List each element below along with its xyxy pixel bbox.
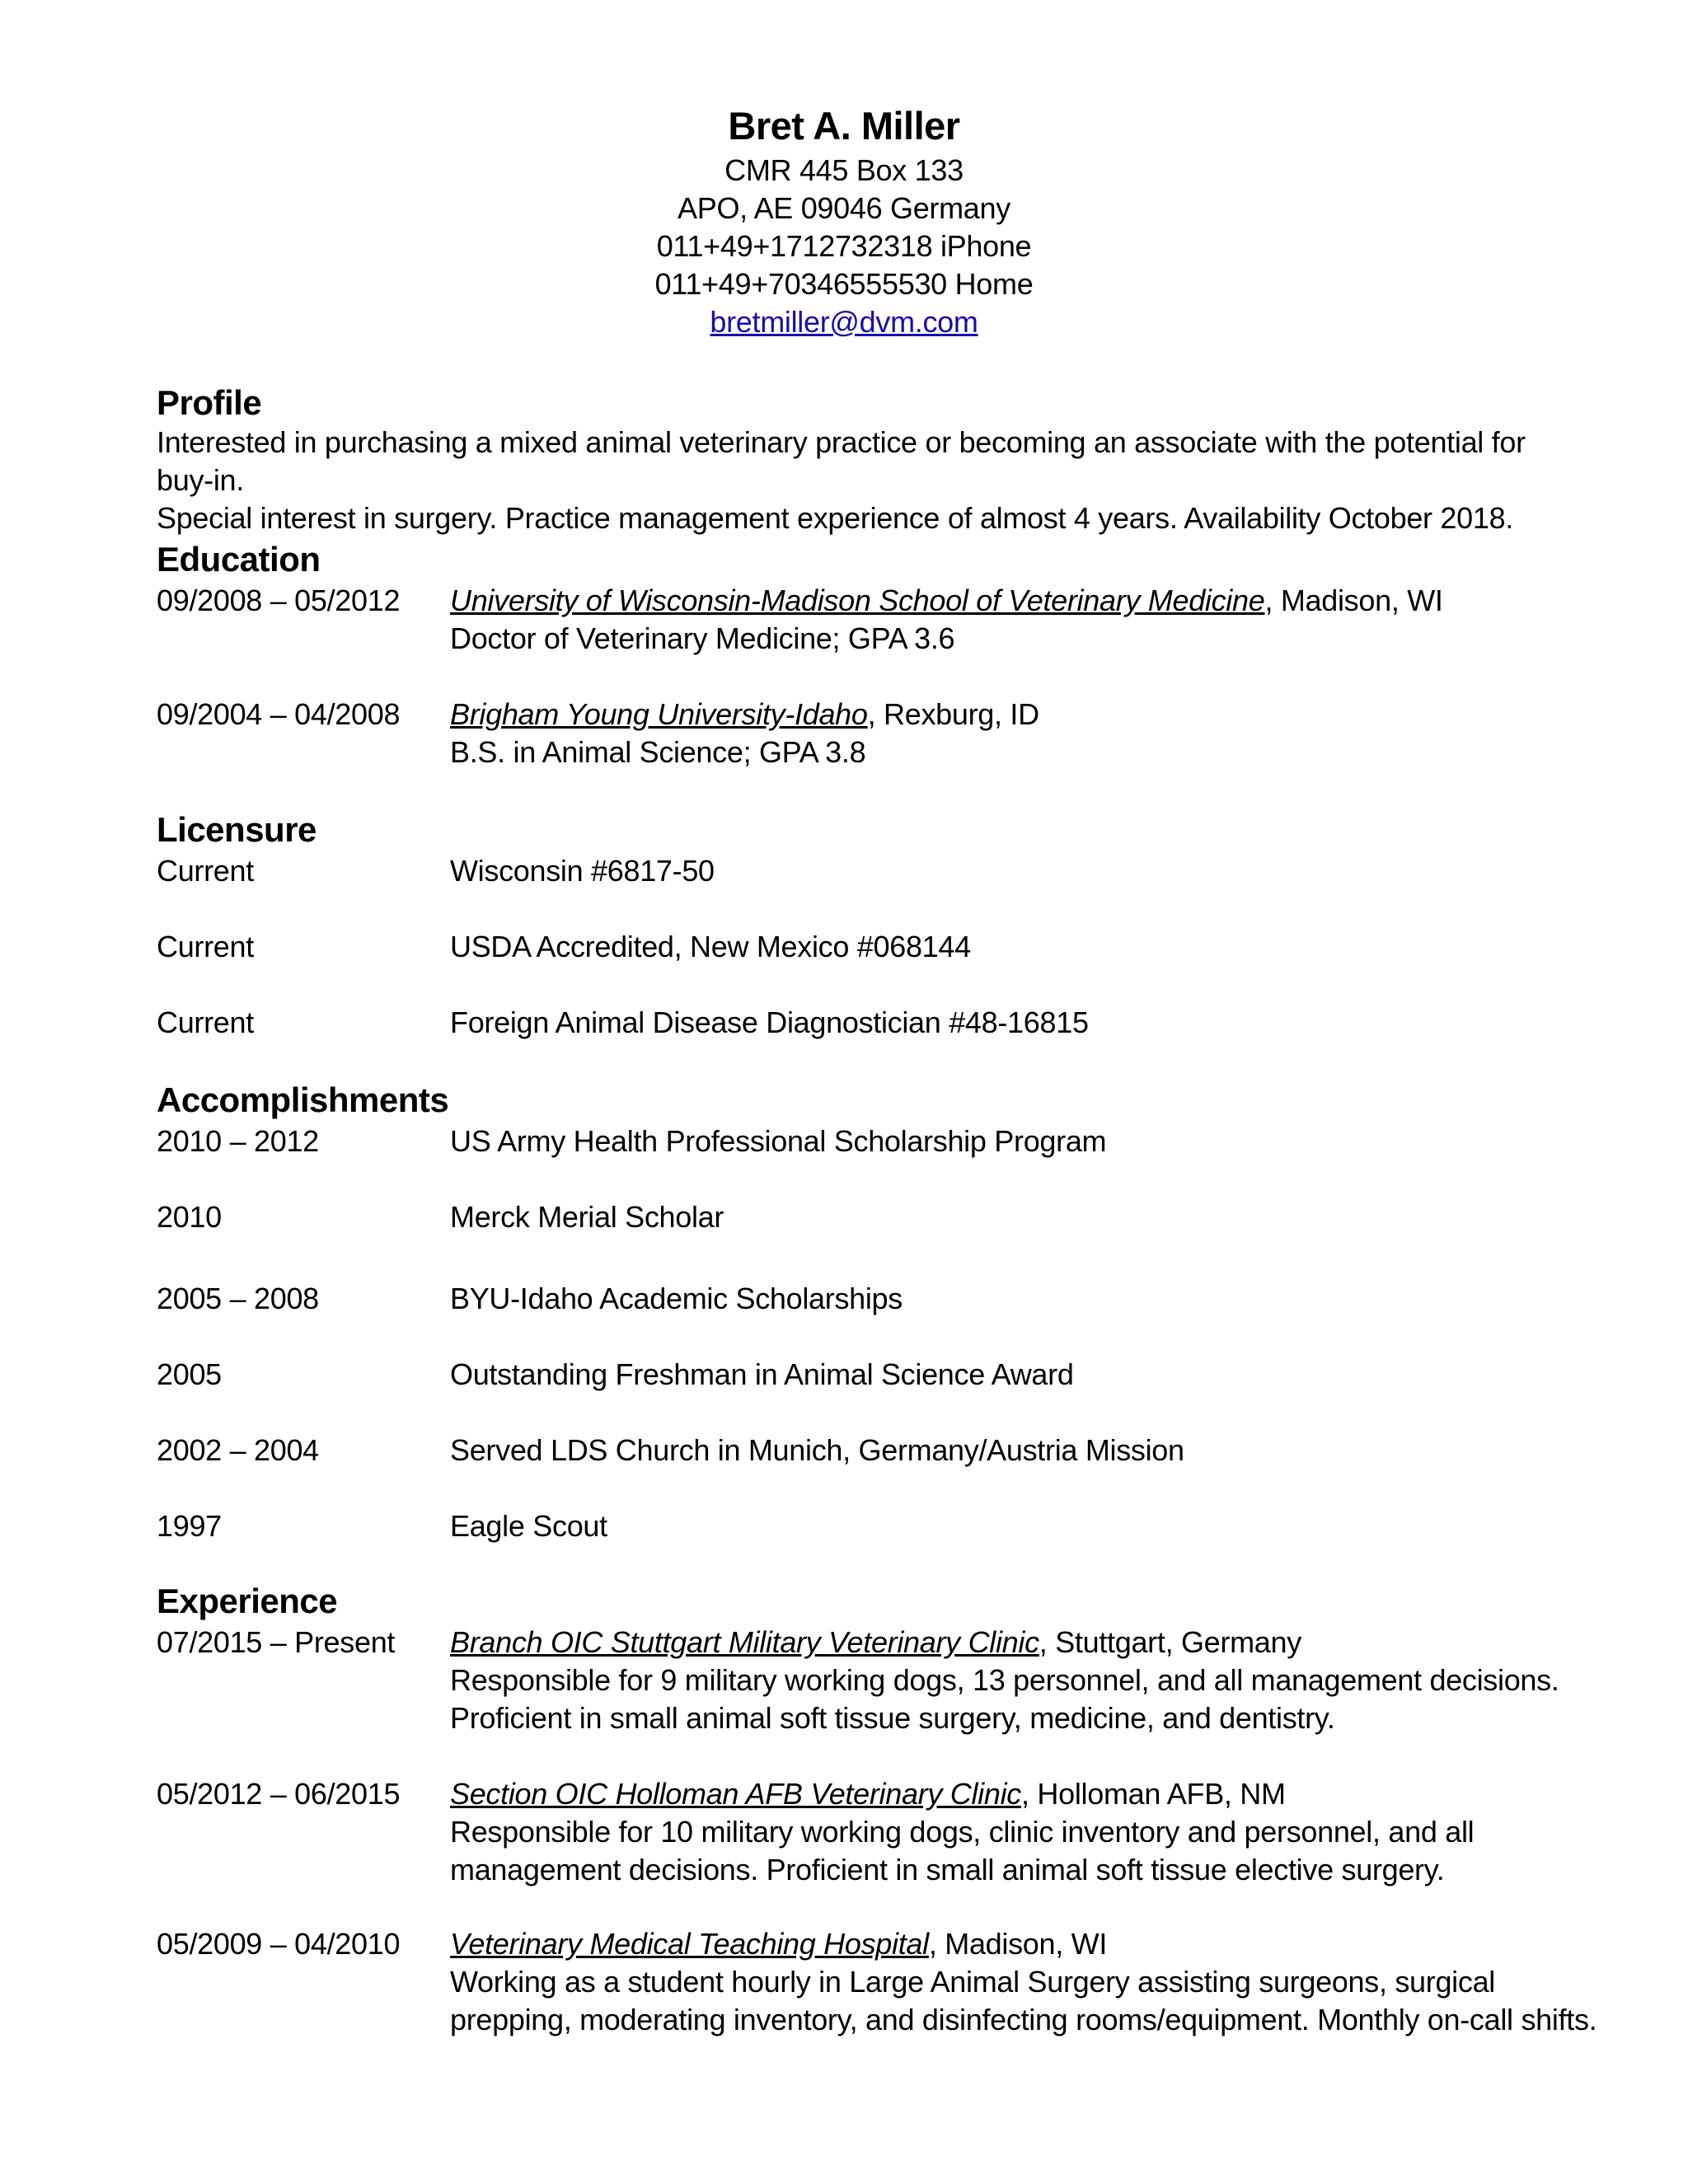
institution-link[interactable]: Brigham Young University-Idaho	[450, 697, 868, 731]
entry-date: 2005	[157, 1357, 222, 1391]
entry-text: Outstanding Freshman in Animal Science Award	[450, 1357, 1074, 1391]
entry-location: , Rexburg, ID	[867, 697, 1039, 731]
address-line-1: CMR 445 Box 133	[724, 153, 964, 187]
entry-text: Served LDS Church in Munich, Germany/Austria Mission	[450, 1433, 1184, 1467]
entry-date: 07/2015 – Present	[157, 1625, 396, 1659]
entry-detail: Doctor of Veterinary Medicine; GPA 3.6	[450, 621, 955, 655]
profile-line-2: Special interest in surgery. Practice management experience of almost 4 years. Availability October 2018.	[157, 501, 1514, 535]
profile-section	[157, 382, 1558, 537]
entry-date: Current	[157, 854, 254, 888]
education-section	[157, 539, 1558, 769]
section-title-licensure: Licensure	[157, 810, 316, 849]
entry-date: Current	[157, 1005, 254, 1039]
entry-date: 09/2004 – 04/2008	[157, 697, 401, 731]
mobile-phone: 011+49+1712732318 iPhone	[656, 229, 1032, 263]
entry-text: Wisconsin #6817-50	[450, 854, 715, 888]
institution-link[interactable]: University of Wisconsin-Madison School of Veterinary Medicine	[450, 583, 1265, 617]
entry-detail-line-1: Responsible for 10 military working dogs, clinic inventory and personnel, and all	[450, 1815, 1475, 1849]
institution-link[interactable]: Section OIC Holloman AFB Veterinary Clinic	[450, 1777, 1021, 1811]
entry-text: Foreign Animal Disease Diagnostician #48-16815	[450, 1005, 1089, 1039]
entry-date: 2002 – 2004	[157, 1433, 319, 1467]
accomplishments-section	[157, 1080, 1558, 1543]
home-phone: 011+49+70346555530 Home	[654, 267, 1034, 301]
entry-date: 2005 – 2008	[157, 1282, 319, 1315]
entry-date: 1997	[157, 1509, 222, 1543]
entry-location: , Madison, WI	[1264, 583, 1443, 617]
institution-link[interactable]: Veterinary Medical Teaching Hospital	[450, 1927, 929, 1961]
contact-header	[0, 101, 1688, 341]
entry-text: BYU-Idaho Academic Scholarships	[450, 1282, 903, 1315]
entry-text: Merck Merial Scholar	[450, 1200, 724, 1234]
entry-date: 05/2012 – 06/2015	[157, 1777, 401, 1811]
entry-detail-line-1: Working as a student hourly in Large Animal Surgery assisting surgeons, surgical	[450, 1965, 1495, 1999]
profile-line-1: Interested in purchasing a mixed animal veterinary practice or becoming an associate with the potential for buy-in.	[157, 425, 1526, 497]
applicant-name: Bret A. Miller	[728, 104, 960, 148]
entry-detail-line-2: management decisions. Proficient in small animal soft tissue elective surgery.	[450, 1853, 1445, 1886]
entry-text: Eagle Scout	[450, 1509, 607, 1543]
entry-location: , Madison, WI	[928, 1927, 1108, 1961]
entry-location: , Holloman AFB, NM	[1021, 1777, 1286, 1811]
entry-detail-line-2: Proficient in small animal soft tissue surgery, medicine, and dentistry.	[450, 1701, 1335, 1735]
experience-section	[157, 1581, 1597, 2036]
section-title-accomplishments: Accomplishments	[157, 1080, 449, 1119]
entry-text: USDA Accredited, New Mexico #068144	[450, 930, 971, 963]
entry-text: US Army Health Professional Scholarship Program	[450, 1124, 1107, 1158]
entry-date: 09/2008 – 05/2012	[157, 583, 401, 617]
section-title-profile: Profile	[157, 383, 262, 422]
licensure-section	[157, 809, 1558, 1039]
entry-detail: B.S. in Animal Science; GPA 3.8	[450, 735, 866, 769]
entry-date: 2010	[157, 1200, 222, 1234]
entry-location: , Stuttgart, Germany	[1039, 1625, 1301, 1659]
entry-detail-line-1: Responsible for 9 military working dogs, 13 personnel, and all management decisions.	[450, 1663, 1559, 1697]
institution-link[interactable]: Branch OIC Stuttgart Military Veterinary Clinic	[450, 1625, 1039, 1659]
section-title-education: Education	[157, 540, 321, 579]
address-line-2: APO, AE 09046 Germany	[678, 191, 1010, 225]
entry-date: 05/2009 – 04/2010	[157, 1927, 401, 1961]
entry-date: 2010 – 2012	[157, 1124, 319, 1158]
email-link[interactable]: bretmiller@dvm.com	[710, 305, 978, 339]
entry-detail-line-2: prepping, moderating inventory, and disinfecting rooms/equipment. Monthly on-call shifts.	[450, 2003, 1597, 2036]
entry-date: Current	[157, 930, 254, 963]
section-title-experience: Experience	[157, 1582, 338, 1620]
